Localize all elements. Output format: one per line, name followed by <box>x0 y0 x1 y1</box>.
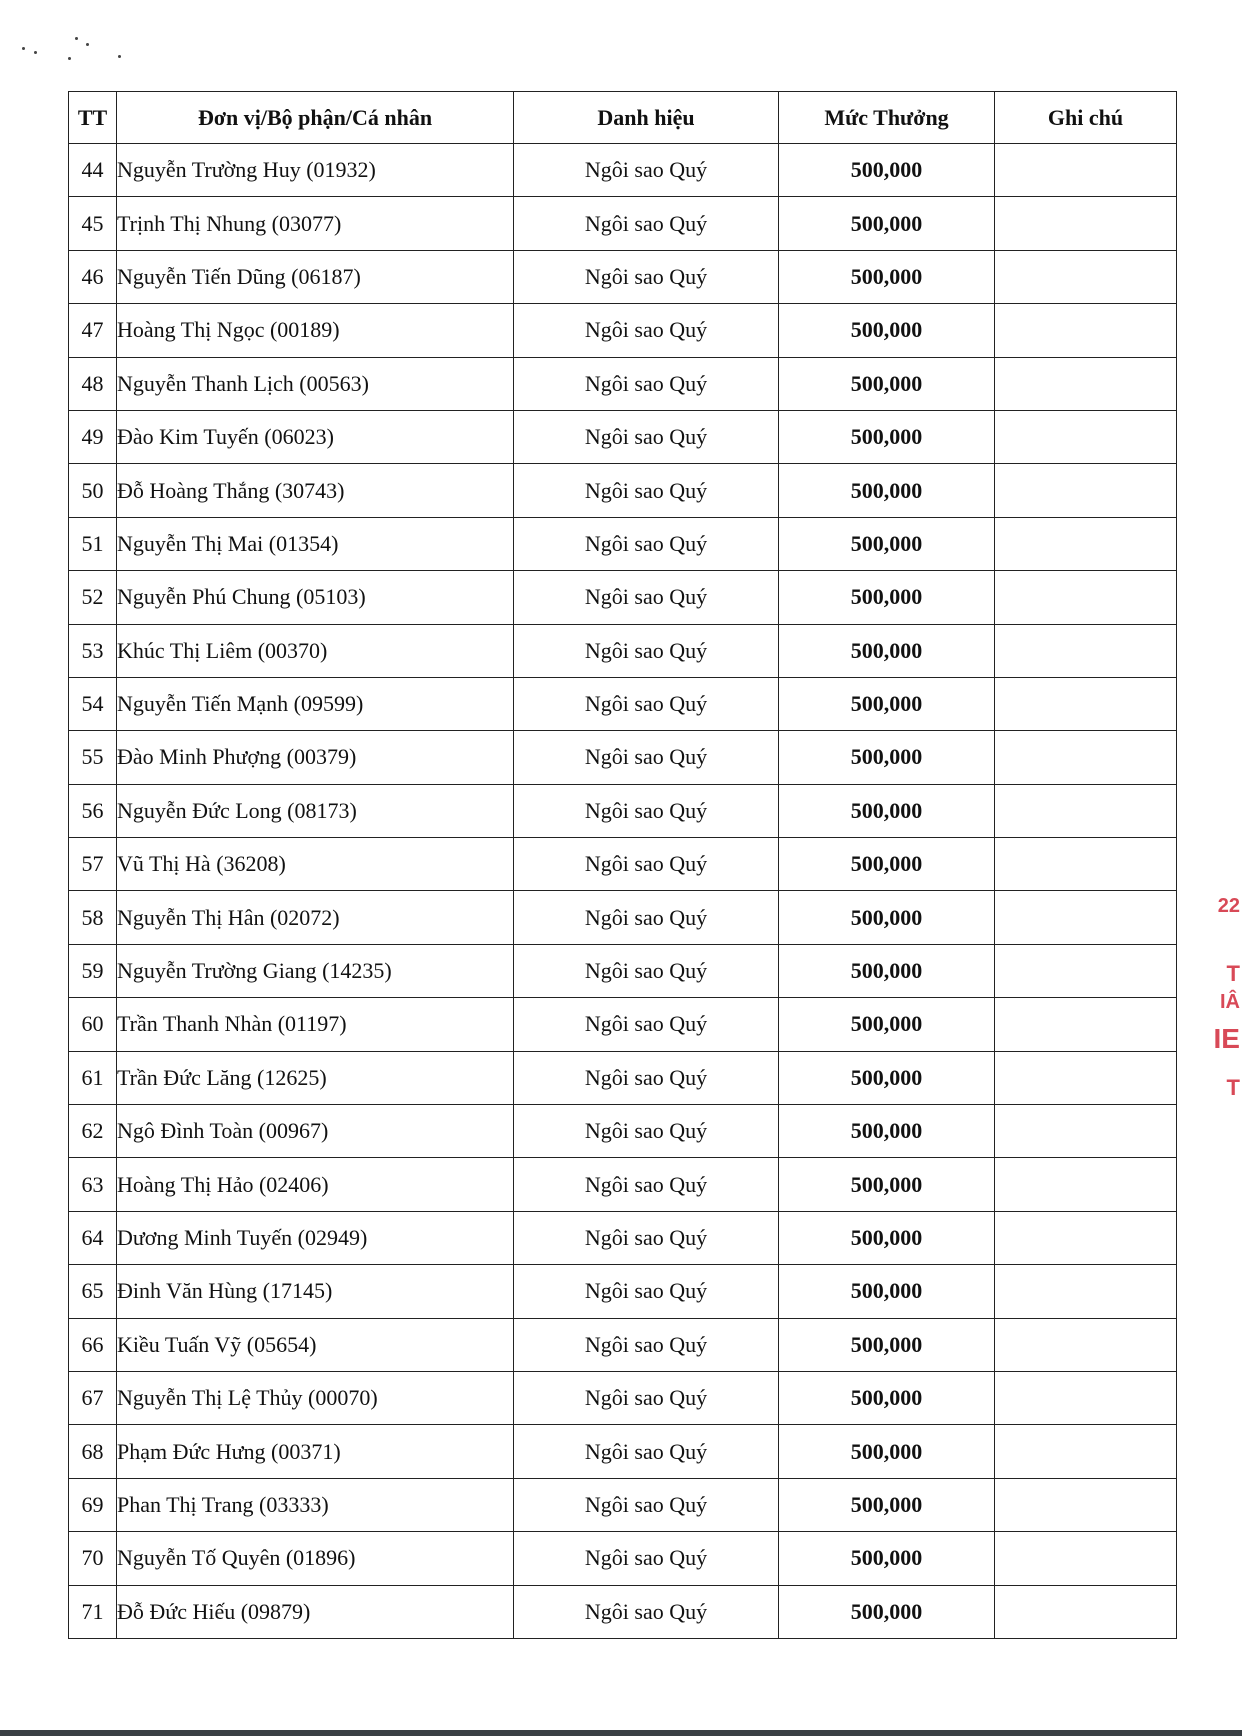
award-amount: 500,000 <box>779 144 995 197</box>
award-amount: 500,000 <box>779 998 995 1051</box>
note-cell <box>995 731 1177 784</box>
award-title: Ngôi sao Quý <box>514 624 779 677</box>
award-title: Ngôi sao Quý <box>514 838 779 891</box>
note-cell <box>995 1265 1177 1318</box>
note-cell <box>995 1105 1177 1158</box>
award-title: Ngôi sao Quý <box>514 1265 779 1318</box>
table-row <box>69 410 1177 463</box>
table-row <box>69 731 1177 784</box>
table-row <box>69 784 1177 837</box>
award-amount: 500,000 <box>779 1371 995 1424</box>
note-cell <box>995 944 1177 997</box>
person-name: Nguyễn Tố Quyên (01896) <box>117 1532 514 1585</box>
table-row <box>69 357 1177 410</box>
award-title: Ngôi sao Quý <box>514 464 779 517</box>
row-number: 46 <box>69 250 117 303</box>
stamp-text: 22 <box>1217 895 1240 917</box>
award-amount: 500,000 <box>779 1478 995 1531</box>
row-number: 58 <box>69 891 117 944</box>
award-title: Ngôi sao Quý <box>514 304 779 357</box>
award-title: Ngôi sao Quý <box>514 1371 779 1424</box>
stamp-text: IE <box>1213 1023 1240 1054</box>
header-amount: Mức Thưởng <box>779 92 995 144</box>
red-stamp-fragment <box>1208 895 1242 1125</box>
table-row <box>69 304 1177 357</box>
row-number: 70 <box>69 1532 117 1585</box>
award-amount: 500,000 <box>779 1318 995 1371</box>
award-amount: 500,000 <box>779 891 995 944</box>
award-amount: 500,000 <box>779 1585 995 1638</box>
table-row <box>69 1211 1177 1264</box>
award-amount: 500,000 <box>779 784 995 837</box>
note-cell <box>995 144 1177 197</box>
person-name: Vũ Thị Hà (36208) <box>117 838 514 891</box>
table-row <box>69 998 1177 1051</box>
row-number: 65 <box>69 1265 117 1318</box>
award-title: Ngôi sao Quý <box>514 1105 779 1158</box>
table-row <box>69 1478 1177 1531</box>
row-number: 66 <box>69 1318 117 1371</box>
note-cell <box>995 250 1177 303</box>
scan-bottom-edge <box>0 1730 1242 1736</box>
award-amount: 500,000 <box>779 464 995 517</box>
award-title: Ngôi sao Quý <box>514 1051 779 1104</box>
note-cell <box>995 1478 1177 1531</box>
award-title: Ngôi sao Quý <box>514 1318 779 1371</box>
stamp-text: T <box>1226 1075 1240 1100</box>
person-name: Dương Minh Tuyến (02949) <box>117 1211 514 1264</box>
row-number: 71 <box>69 1585 117 1638</box>
header-row <box>69 92 1177 144</box>
award-amount: 500,000 <box>779 1051 995 1104</box>
award-title: Ngôi sao Quý <box>514 1532 779 1585</box>
stamp-text: IÂ <box>1220 991 1240 1013</box>
row-number: 62 <box>69 1105 117 1158</box>
award-title: Ngôi sao Quý <box>514 998 779 1051</box>
person-name: Nguyễn Thị Mai (01354) <box>117 517 514 570</box>
note-cell <box>995 1158 1177 1211</box>
award-amount: 500,000 <box>779 1532 995 1585</box>
table-row <box>69 1158 1177 1211</box>
speck <box>75 37 78 40</box>
person-name: Nguyễn Tiến Mạnh (09599) <box>117 677 514 730</box>
award-amount: 500,000 <box>779 677 995 730</box>
row-number: 45 <box>69 197 117 250</box>
award-amount: 500,000 <box>779 624 995 677</box>
note-cell <box>995 1371 1177 1424</box>
note-cell <box>995 410 1177 463</box>
award-title: Ngôi sao Quý <box>514 144 779 197</box>
row-number: 53 <box>69 624 117 677</box>
table-header <box>69 92 1177 144</box>
speck <box>68 57 71 60</box>
table-body <box>69 144 1177 1639</box>
award-title: Ngôi sao Quý <box>514 1478 779 1531</box>
award-title: Ngôi sao Quý <box>514 571 779 624</box>
table-row <box>69 1051 1177 1104</box>
award-amount: 500,000 <box>779 1158 995 1211</box>
note-cell <box>995 464 1177 517</box>
person-name: Đinh Văn Hùng (17145) <box>117 1265 514 1318</box>
stamp-text: T <box>1226 961 1240 986</box>
award-amount: 500,000 <box>779 571 995 624</box>
award-amount: 500,000 <box>779 357 995 410</box>
table-row <box>69 1425 1177 1478</box>
table-row <box>69 464 1177 517</box>
person-name: Đào Minh Phượng (00379) <box>117 731 514 784</box>
award-title: Ngôi sao Quý <box>514 1585 779 1638</box>
table-row <box>69 677 1177 730</box>
header-unit: Đơn vị/Bộ phận/Cá nhân <box>117 92 514 144</box>
award-amount: 500,000 <box>779 410 995 463</box>
row-number: 51 <box>69 517 117 570</box>
award-title: Ngôi sao Quý <box>514 357 779 410</box>
person-name: Phan Thị Trang (03333) <box>117 1478 514 1531</box>
award-amount: 500,000 <box>779 304 995 357</box>
award-title: Ngôi sao Quý <box>514 944 779 997</box>
note-cell <box>995 624 1177 677</box>
person-name: Trần Đức Lăng (12625) <box>117 1051 514 1104</box>
person-name: Ngô Đình Toàn (00967) <box>117 1105 514 1158</box>
note-cell <box>995 197 1177 250</box>
note-cell <box>995 838 1177 891</box>
person-name: Trịnh Thị Nhung (03077) <box>117 197 514 250</box>
row-number: 44 <box>69 144 117 197</box>
note-cell <box>995 517 1177 570</box>
row-number: 60 <box>69 998 117 1051</box>
speck <box>22 47 25 50</box>
note-cell <box>995 1318 1177 1371</box>
award-amount: 500,000 <box>779 1105 995 1158</box>
note-cell <box>995 1211 1177 1264</box>
table-row <box>69 571 1177 624</box>
award-title: Ngôi sao Quý <box>514 250 779 303</box>
scan-specks <box>20 35 130 75</box>
person-name: Nguyễn Thị Lệ Thủy (00070) <box>117 1371 514 1424</box>
note-cell <box>995 998 1177 1051</box>
award-amount: 500,000 <box>779 517 995 570</box>
row-number: 54 <box>69 677 117 730</box>
row-number: 63 <box>69 1158 117 1211</box>
person-name: Nguyễn Thị Hân (02072) <box>117 891 514 944</box>
person-name: Trần Thanh Nhàn (01197) <box>117 998 514 1051</box>
person-name: Nguyễn Trường Huy (01932) <box>117 144 514 197</box>
table-row <box>69 1371 1177 1424</box>
table-row <box>69 197 1177 250</box>
row-number: 59 <box>69 944 117 997</box>
award-title: Ngôi sao Quý <box>514 1158 779 1211</box>
person-name: Nguyễn Phú Chung (05103) <box>117 571 514 624</box>
note-cell <box>995 1532 1177 1585</box>
note-cell <box>995 1425 1177 1478</box>
award-amount: 500,000 <box>779 731 995 784</box>
header-tt: TT <box>69 92 117 144</box>
header-note: Ghi chú <box>995 92 1177 144</box>
award-title: Ngôi sao Quý <box>514 197 779 250</box>
row-number: 64 <box>69 1211 117 1264</box>
award-amount: 500,000 <box>779 197 995 250</box>
person-name: Hoàng Thị Hảo (02406) <box>117 1158 514 1211</box>
award-amount: 500,000 <box>779 1265 995 1318</box>
person-name: Đỗ Đức Hiếu (09879) <box>117 1585 514 1638</box>
person-name: Khúc Thị Liêm (00370) <box>117 624 514 677</box>
row-number: 68 <box>69 1425 117 1478</box>
note-cell <box>995 1585 1177 1638</box>
speck <box>34 51 37 54</box>
row-number: 69 <box>69 1478 117 1531</box>
row-number: 57 <box>69 838 117 891</box>
award-title: Ngôi sao Quý <box>514 1425 779 1478</box>
note-cell <box>995 891 1177 944</box>
note-cell <box>995 357 1177 410</box>
table-row <box>69 1318 1177 1371</box>
table-row <box>69 891 1177 944</box>
row-number: 48 <box>69 357 117 410</box>
table-row <box>69 250 1177 303</box>
note-cell <box>995 304 1177 357</box>
award-title: Ngôi sao Quý <box>514 731 779 784</box>
speck <box>118 55 121 58</box>
award-table <box>68 91 1177 1639</box>
note-cell <box>995 677 1177 730</box>
person-name: Hoàng Thị Ngọc (00189) <box>117 304 514 357</box>
table-row <box>69 1585 1177 1638</box>
person-name: Nguyễn Trường Giang (14235) <box>117 944 514 997</box>
row-number: 52 <box>69 571 117 624</box>
person-name: Đỗ Hoàng Thắng (30743) <box>117 464 514 517</box>
row-number: 55 <box>69 731 117 784</box>
award-title: Ngôi sao Quý <box>514 784 779 837</box>
award-title: Ngôi sao Quý <box>514 1211 779 1264</box>
person-name: Nguyễn Thanh Lịch (00563) <box>117 357 514 410</box>
table-row <box>69 1265 1177 1318</box>
award-amount: 500,000 <box>779 1425 995 1478</box>
row-number: 67 <box>69 1371 117 1424</box>
person-name: Nguyễn Tiến Dũng (06187) <box>117 250 514 303</box>
row-number: 56 <box>69 784 117 837</box>
award-title: Ngôi sao Quý <box>514 517 779 570</box>
table-row <box>69 1532 1177 1585</box>
person-name: Kiều Tuấn Vỹ (05654) <box>117 1318 514 1371</box>
row-number: 50 <box>69 464 117 517</box>
note-cell <box>995 1051 1177 1104</box>
award-title: Ngôi sao Quý <box>514 677 779 730</box>
table-row <box>69 1105 1177 1158</box>
row-number: 61 <box>69 1051 117 1104</box>
person-name: Phạm Đức Hưng (00371) <box>117 1425 514 1478</box>
table-row <box>69 144 1177 197</box>
table-row <box>69 624 1177 677</box>
award-amount: 500,000 <box>779 838 995 891</box>
table-row <box>69 838 1177 891</box>
award-title: Ngôi sao Quý <box>514 891 779 944</box>
award-amount: 500,000 <box>779 250 995 303</box>
note-cell <box>995 571 1177 624</box>
speck <box>86 43 89 46</box>
table-row <box>69 517 1177 570</box>
person-name: Nguyễn Đức Long (08173) <box>117 784 514 837</box>
row-number: 49 <box>69 410 117 463</box>
person-name: Đào Kim Tuyến (06023) <box>117 410 514 463</box>
row-number: 47 <box>69 304 117 357</box>
award-amount: 500,000 <box>779 944 995 997</box>
header-title: Danh hiệu <box>514 92 779 144</box>
note-cell <box>995 784 1177 837</box>
award-title: Ngôi sao Quý <box>514 410 779 463</box>
table-row <box>69 944 1177 997</box>
award-amount: 500,000 <box>779 1211 995 1264</box>
